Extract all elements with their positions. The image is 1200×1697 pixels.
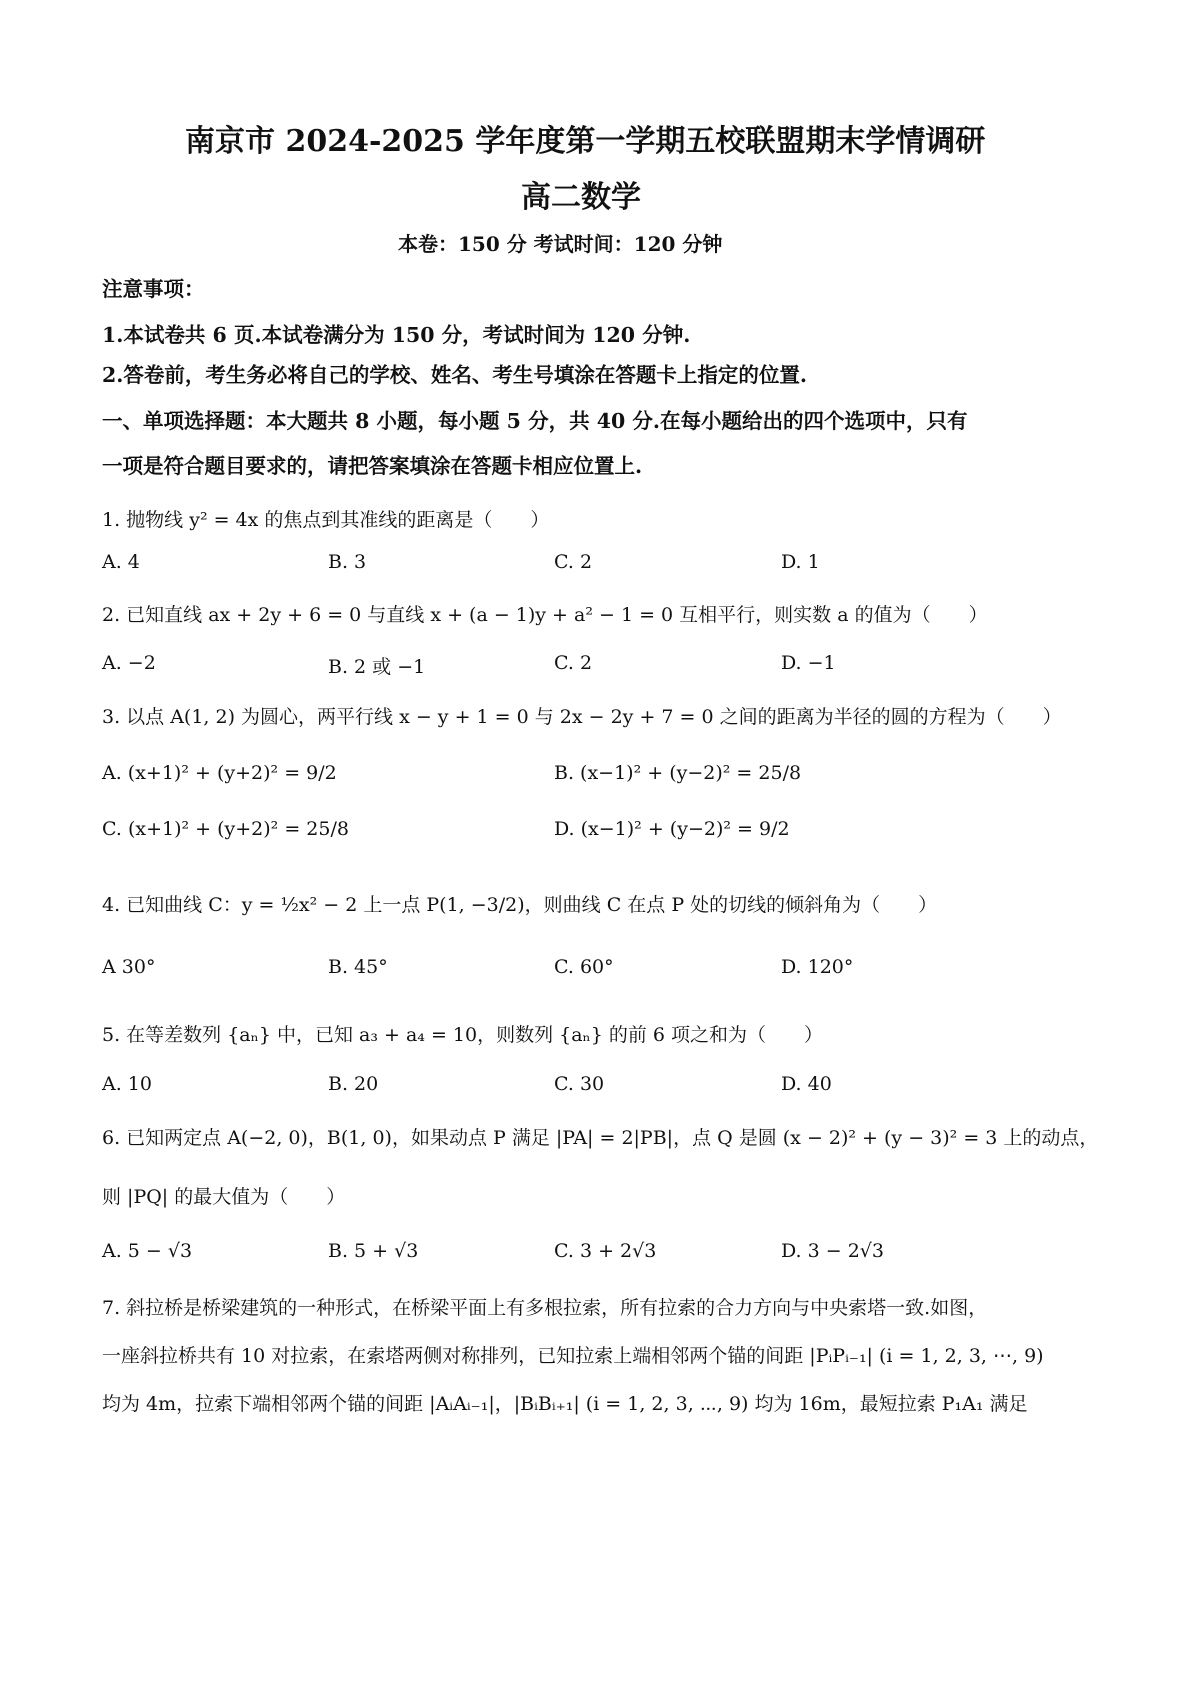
question-6-option-d: D. 3 − 2√3 [781,1240,885,1262]
question-6-stem-cont: 则 |PQ| 的最大值为（ ） [102,1186,346,1208]
question-1-stem: 1. 抛物线 y² = 4x 的焦点到其准线的距离是（ ） [102,509,550,531]
question-2-option-a: A. −2 [102,652,156,674]
question-3-option-d: D. (x−1)² + (y−2)² = 9/2 [554,818,790,840]
question-1-option-b: B. 3 [328,551,367,573]
question-2-stem: 2. 已知直线 ax + 2y + 6 = 0 与直线 x + (a − 1)y + a² − 1 = 0 互相平行，则实数 a 的值为（ ） [102,604,988,626]
question-5-option-a: A. 10 [102,1073,152,1095]
question-4-option-a: A 30° [102,956,156,978]
question-2-option-d: D. −1 [781,652,836,674]
question-7-line-2: 一座斜拉桥共有 10 对拉索，在索塔两侧对称排列，已知拉索上端相邻两个锚的间距 |PᵢPᵢ₋₁| (i = 1, 2, 3, ⋯, 9) [102,1345,1044,1367]
question-5-option-d: D. 40 [781,1073,832,1095]
question-5-option-b: B. 20 [328,1073,379,1095]
question-4-stem: 4. 已知曲线 C：y = ½x² − 2 上一点 P(1, −3/2)，则曲线 C 在点 P 处的切线的倾斜角为（ ） [102,894,938,916]
question-4-option-b: B. 45° [328,956,388,978]
section1-heading-cont: 一项是符合题目要求的，请把答案填涂在答题卡相应位置上. [102,454,643,478]
question-6-option-a: A. 5 − √3 [102,1240,193,1262]
question-1-option-d: D. 1 [781,551,820,573]
question-2-option-b: B. 2 或 −1 [328,656,426,678]
question-1-option-a: A. 4 [102,551,140,573]
note-item-1: 1.本试卷共 6 页.本试卷满分为 150 分，考试时间为 120 分钟. [102,323,691,347]
question-5-stem: 5. 在等差数列 {aₙ} 中，已知 a₃ + a₄ = 10，则数列 {aₙ} 的前 6 项之和为（ ） [102,1024,824,1046]
exam-title: 南京市 2024-2025 学年度第一学期五校联盟期末学情调研 [185,124,986,159]
subject-title: 高二数学 [521,180,641,215]
question-3-option-b: B. (x−1)² + (y−2)² = 25/8 [554,762,802,784]
question-6-option-c: C. 3 + 2√3 [554,1240,657,1262]
question-4-option-d: D. 120° [781,956,854,978]
note-item-2: 2.答卷前，考生务必将自己的学校、姓名、考生号填涂在答题卡上指定的位置. [102,363,808,387]
question-4-option-c: C. 60° [554,956,614,978]
question-6-stem: 6. 已知两定点 A(−2, 0)，B(1, 0)，如果动点 P 满足 |PA| = 2|PB|，点 Q 是圆 (x − 2)² + (y − 3)² = 3 上的动点， [102,1127,1099,1149]
question-3-option-a: A. (x+1)² + (y+2)² = 9/2 [102,762,337,784]
question-3-option-c: C. (x+1)² + (y+2)² = 25/8 [102,818,349,840]
question-7-line-3: 均为 4m，拉索下端相邻两个锚的间距 |AᵢAᵢ₋₁|，|BᵢBᵢ₊₁| (i = 1, 2, 3, ⋯, 9) 均为 16m，最短拉索 P₁A₁ 满足 [102,1393,1028,1415]
question-3-stem: 3. 以点 A(1, 2) 为圆心，两平行线 x − y + 1 = 0 与 2x − 2y + 7 = 0 之间的距离为半径的圆的方程为（ ） [102,706,1062,728]
question-7-line-1: 7. 斜拉桥是桥梁建筑的一种形式，在桥梁平面上有多根拉索，所有拉索的合力方向与中央索塔一致.如图， [102,1297,988,1319]
question-5-option-c: C. 30 [554,1073,605,1095]
section1-heading: 一、单项选择题：本大题共 8 小题，每小题 5 分，共 40 分.在每小题给出的四个选项中，只有 [102,409,968,433]
question-2-option-c: C. 2 [554,652,593,674]
question-1-option-c: C. 2 [554,551,593,573]
notes-heading: 注意事项： [102,277,205,301]
exam-info: 本卷：150 分 考试时间：120 分钟 [398,232,723,256]
question-6-option-b: B. 5 + √3 [328,1240,419,1262]
